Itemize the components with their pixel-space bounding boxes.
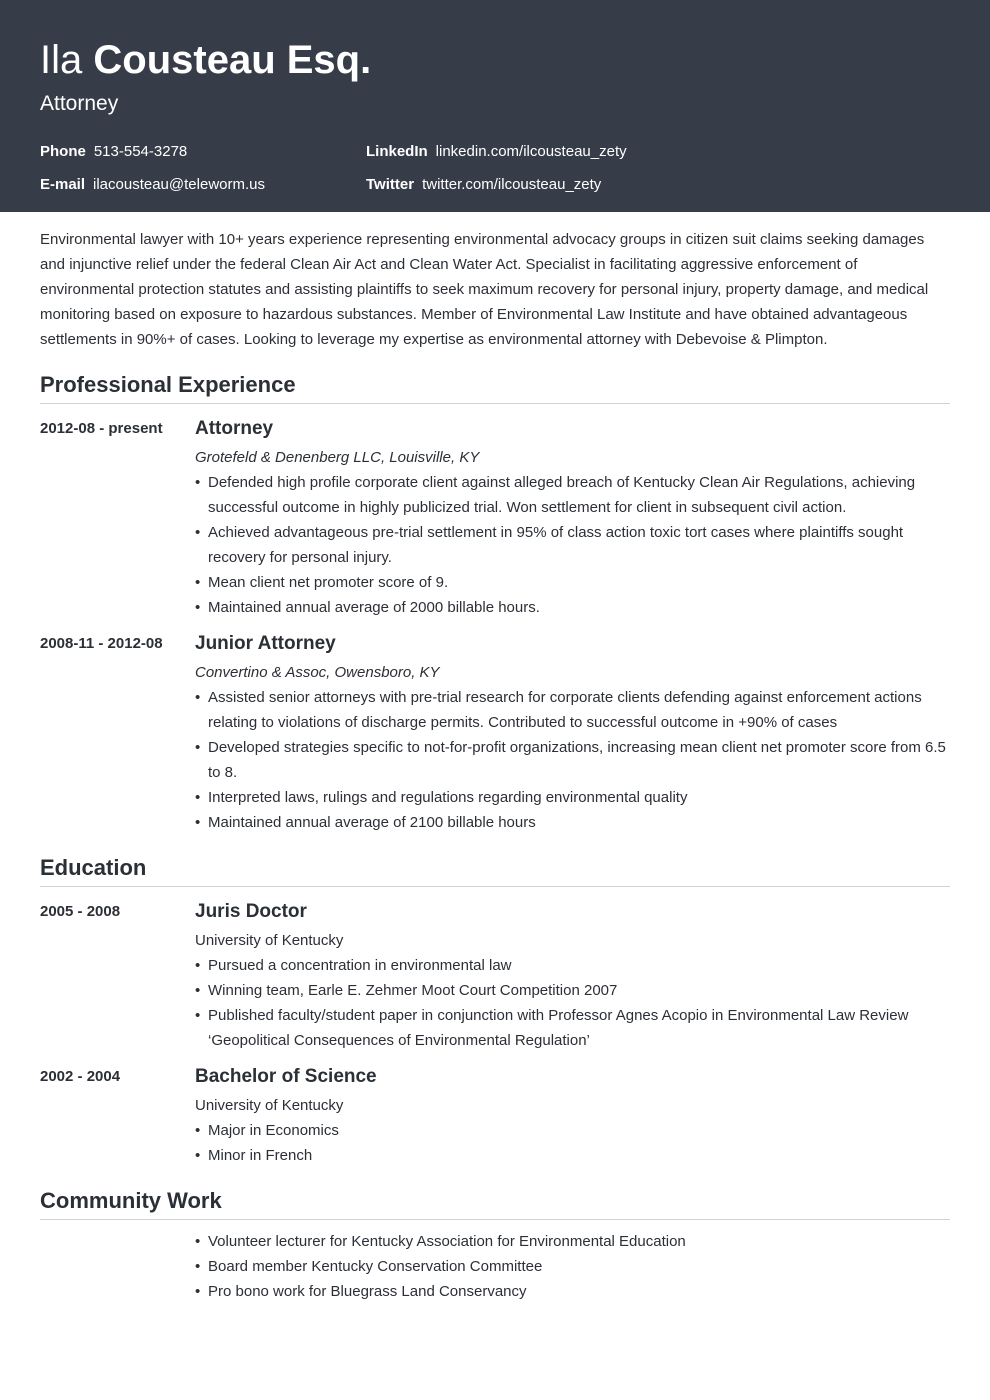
profile-summary: Environmental lawyer with 10+ years experience representing environmental advocacy groups in citizen suit claims seeking damages and injunctive relief under the federal Clean Air Act and Clean Water Act. Specialist in facilitating aggressive enforcement of environmental protection statutes and assisting plaintiffs to seek maximum recovery for personal injury, property damage, and medical monitoring based on exposure to hazardous substances. Member of Environmental Law Institute and have obtained advantageous settlements in 90%+ of cases. Looking to leverage my expertise as environmental attorney with Debevoise & Plimpton. [40, 231, 929, 348]
contact-linkedin [366, 142, 627, 162]
entry-content [195, 631, 950, 835]
bullet-item: • Pro bono work for Bluegrass Land Conservancy [195, 1279, 950, 1304]
bullet-item: • Developed strategies specific to not-for-profit organizations, increasing mean client net promoter score from 6.5 to 8. [195, 735, 950, 785]
entry-date: 2005 - 2008 [40, 903, 121, 920]
entry-role: Junior Attorney [195, 633, 336, 654]
entry-role: Attorney [195, 418, 274, 439]
bullet-item: • Board member Kentucky Conservation Committee [195, 1254, 950, 1279]
bullet-item: • Volunteer lecturer for Kentucky Association for Environmental Education [195, 1229, 950, 1254]
contact-linkedin-label: LinkedIn [366, 143, 428, 160]
bullet-item: • Mean client net promoter score of 9. [195, 570, 950, 595]
contact-email [40, 175, 265, 195]
contact-phone-label: Phone [40, 143, 86, 160]
resume-header [0, 0, 990, 212]
job-title: Attorney [40, 92, 119, 115]
entry-date: 2012-08 - present [40, 420, 163, 437]
entry-organization: Convertino & Assoc, Owensboro, KY [195, 664, 440, 681]
entry-date: 2002 - 2004 [40, 1068, 121, 1085]
bullet-item: • Published faculty/student paper in conjunction with Professor Agnes Acopio in Environmental Law Review ‘Geopolitical Consequences of Environmental Regulation’ [195, 1003, 950, 1053]
bullet-item: • Winning team, Earle E. Zehmer Moot Court Competition 2007 [195, 978, 950, 1003]
entry-bullet-list [195, 1229, 950, 1304]
section-heading-experience: Professional Experience [40, 371, 950, 404]
contact-linkedin-value: linkedin.com/ilcousteau_zety [435, 143, 627, 160]
contact-email-value: ilacousteau@teleworm.us [93, 176, 265, 193]
entry-bullet-list [195, 1118, 950, 1168]
contact-phone [40, 142, 187, 162]
bullet-item: • Interpreted laws, rulings and regulations regarding environmental quality [195, 785, 950, 810]
section-heading-community: Community Work [40, 1187, 950, 1220]
section-heading-education: Education [40, 854, 950, 887]
entry-degree: Bachelor of Science [195, 1066, 377, 1087]
bullet-item: • Assisted senior attorneys with pre-trial research for corporate clients defending against enforcement actions relating to violations of discharge permits. Contributed to successful outcome in +90% of cases [195, 685, 950, 735]
contact-twitter [366, 175, 601, 195]
entry-content [195, 1229, 950, 1304]
contact-twitter-value: twitter.com/ilcousteau_zety [422, 176, 602, 193]
entry-content [195, 1064, 950, 1168]
contact-twitter-label: Twitter [366, 176, 415, 193]
entry-organization: Grotefeld & Denenberg LLC, Louisville, KY [195, 449, 480, 466]
contact-phone-value: 513-554-3278 [93, 143, 188, 160]
entry-school: University of Kentucky [195, 1097, 344, 1114]
entry-date: 2008-11 - 2012-08 [40, 635, 163, 652]
contact-email-label: E-mail [40, 176, 86, 193]
entry-content [195, 416, 950, 620]
bullet-item: • Major in Economics [195, 1118, 950, 1143]
entry-bullet-list [195, 953, 950, 1053]
bullet-item: • Achieved advantageous pre-trial settlement in 95% of class action toxic tort cases where plaintiffs sought recovery for personal injury. [195, 520, 950, 570]
bullet-item: • Minor in French [195, 1143, 950, 1168]
entry-content [195, 899, 950, 1053]
entry-bullet-list [195, 470, 950, 620]
bullet-item: • Maintained annual average of 2000 billable hours. [195, 595, 950, 620]
candidate-name [40, 36, 371, 84]
bullet-item: • Maintained annual average of 2100 billable hours [195, 810, 950, 835]
bullet-item: • Pursued a concentration in environmental law [195, 953, 950, 978]
bullet-item: • Defended high profile corporate client against alleged breach of Kentucky Clean Air Regulations, achieving successful outcome in highly publicized trial. Won settlement for client in subsequent civil action. [195, 470, 950, 520]
entry-bullet-list [195, 685, 950, 835]
entry-degree: Juris Doctor [195, 901, 307, 922]
first-name: Ila [40, 38, 83, 82]
entry-school: University of Kentucky [195, 932, 344, 949]
last-name: Cousteau Esq. [93, 38, 372, 82]
